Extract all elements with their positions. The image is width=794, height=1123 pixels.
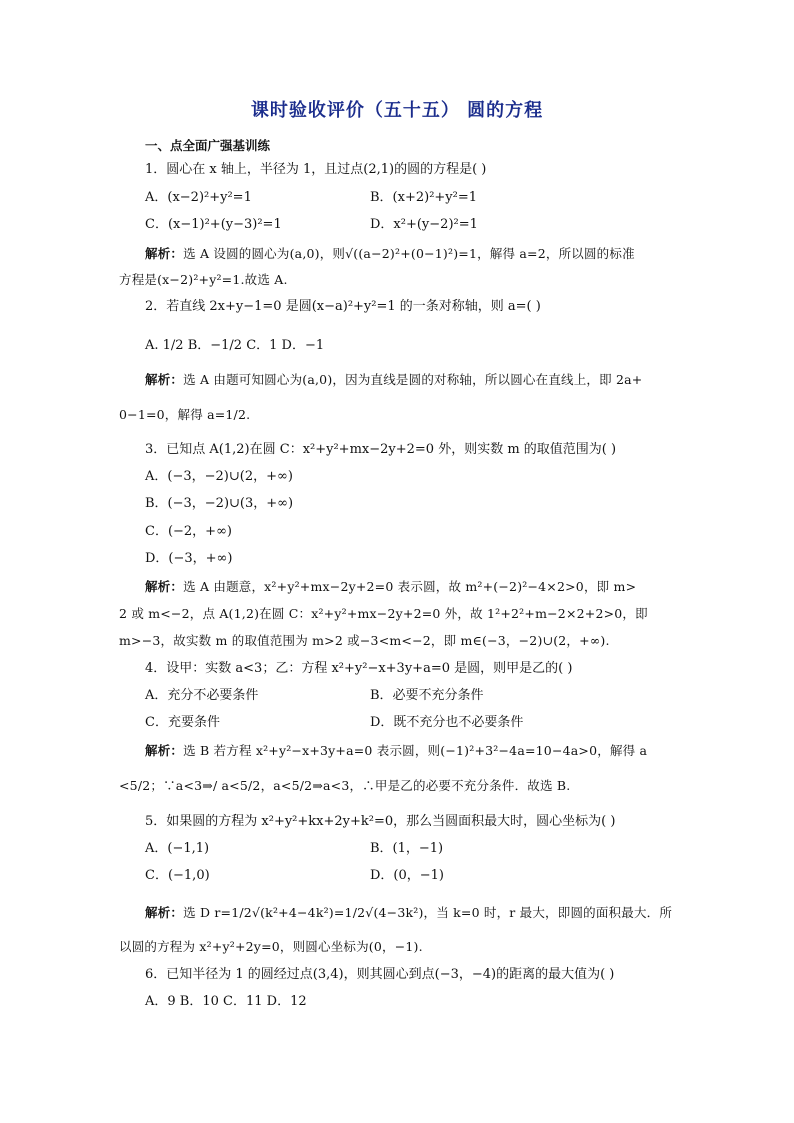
- q5-option-c: C．(−1,0): [145, 868, 210, 883]
- q1-option-c: C．(x−1)²+(y−3)²=1: [145, 217, 282, 232]
- section-heading: 一、点全面广强基训练: [145, 138, 271, 153]
- solution-text: 选 D r=1/2√(k²+4−4k²)=1/2√(4−3k²)，当 k=0 时，r 最大，即圆的面积最大．所: [183, 905, 673, 920]
- solution-label: 解析：: [145, 743, 184, 758]
- solution-text: 选 A 设圆的圆心为(a,0)，则√((a−2)²+(0−1)²)=1，解得 a=2，所以圆的标准: [183, 246, 635, 261]
- q5-option-a: A．(−1,1): [145, 841, 210, 856]
- q1-option-d: D．x²+(y−2)²=1: [370, 217, 478, 232]
- q5-solution-line-1: [145, 903, 672, 923]
- q3-option-d: D．(−3，+∞): [145, 551, 233, 566]
- q4-solution-line-2: <5/2；∵a<3⇒/ a<5/2，a<5/2⇒a<3，∴甲是乙的必要不充分条件．故选 B.: [119, 778, 571, 793]
- q2-options: A. 1/2 B．−1/2 C．1 D．−1: [145, 338, 325, 353]
- q3-solution-line-2: 2 或 m<−2，点 A(1,2)在圆 C：x²+y²+mx−2y+2=0 外，故 1²+2²+m−2×2+2>0，即: [119, 606, 648, 621]
- q1-solution-line-2: 方程是(x−2)²+y²=1.故选 A.: [119, 272, 288, 287]
- solution-label: 解析：: [145, 905, 184, 920]
- solution-label: 解析：: [145, 579, 184, 594]
- q1-option-a: A．(x−2)²+y²=1: [145, 190, 252, 205]
- page-title: 课时验收评价（五十五） 圆的方程: [250, 100, 544, 121]
- q3-stem: 3．已知点 A(1,2)在圆 C：x²+y²+mx−2y+2=0 外，则实数 m 的取值范围为( ): [145, 442, 617, 457]
- q5-solution-line-2: 以圆的方程为 x²+y²+2y=0，则圆心坐标为(0，−1).: [119, 939, 423, 954]
- q3-option-a: A．(−3，−2)∪(2，+∞): [145, 469, 293, 484]
- q3-solution-line-3: m>−3，故实数 m 的取值范围为 m>2 或−3<m<−2，即 m∈(−3，−2)∪(2，+∞).: [119, 633, 610, 648]
- q2-solution-line-1: [145, 370, 642, 390]
- q4-solution-line-1: [145, 741, 647, 761]
- solution-text: 选 B 若方程 x²+y²−x+3y+a=0 表示圆，则(−1)²+3²−4a=10−4a>0，解得 a: [183, 743, 648, 758]
- q4-option-b: B．必要不充分条件: [370, 688, 484, 703]
- solution-text: 选 A 由题可知圆心为(a,0)，因为直线是圆的对称轴，所以圆心在直线上，即 2a+: [183, 372, 643, 387]
- q1-stem: 1．圆心在 x 轴上，半径为 1，且过点(2,1)的圆的方程是( ): [145, 162, 487, 177]
- q3-option-b: B．(−3，−2)∪(3，+∞): [145, 496, 294, 511]
- q4-option-a: A．充分不必要条件: [145, 688, 259, 703]
- q5-option-d: D．(0，−1): [370, 868, 445, 883]
- q6-stem: 6．已知半径为 1 的圆经过点(3,4)，则其圆心到点(−3，−4)的距离的最大值为( ): [145, 967, 615, 982]
- q5-stem: 5．如果圆的方程为 x²+y²+kx+2y+k²=0，那么当圆面积最大时，圆心坐标为( ): [145, 814, 616, 829]
- q2-stem: 2．若直线 2x+y−1=0 是圆(x−a)²+y²=1 的一条对称轴，则 a=( ): [145, 299, 541, 314]
- q6-options: A．9 B．10 C．11 D．12: [145, 994, 307, 1009]
- q2-solution-line-2: 0−1=0，解得 a=1/2.: [119, 407, 251, 422]
- q4-option-d: D．既不充分也不必要条件: [370, 715, 524, 730]
- solution-label: 解析：: [145, 372, 184, 387]
- q4-option-c: C．充要条件: [145, 715, 220, 730]
- q3-option-c: C．(−2，+∞): [145, 524, 232, 539]
- q1-solution-line-1: [145, 244, 635, 264]
- q5-option-b: B．(1，−1): [370, 841, 444, 856]
- solution-label: 解析：: [145, 246, 184, 261]
- q4-stem: 4．设甲：实数 a<3；乙：方程 x²+y²−x+3y+a=0 是圆，则甲是乙的( ): [145, 661, 573, 676]
- q1-option-b: B．(x+2)²+y²=1: [370, 190, 478, 205]
- solution-text: 选 A 由题意，x²+y²+mx−2y+2=0 表示圆，故 m²+(−2)²−4×2>0，即 m>: [183, 579, 637, 594]
- q3-solution-line-1: [145, 577, 636, 597]
